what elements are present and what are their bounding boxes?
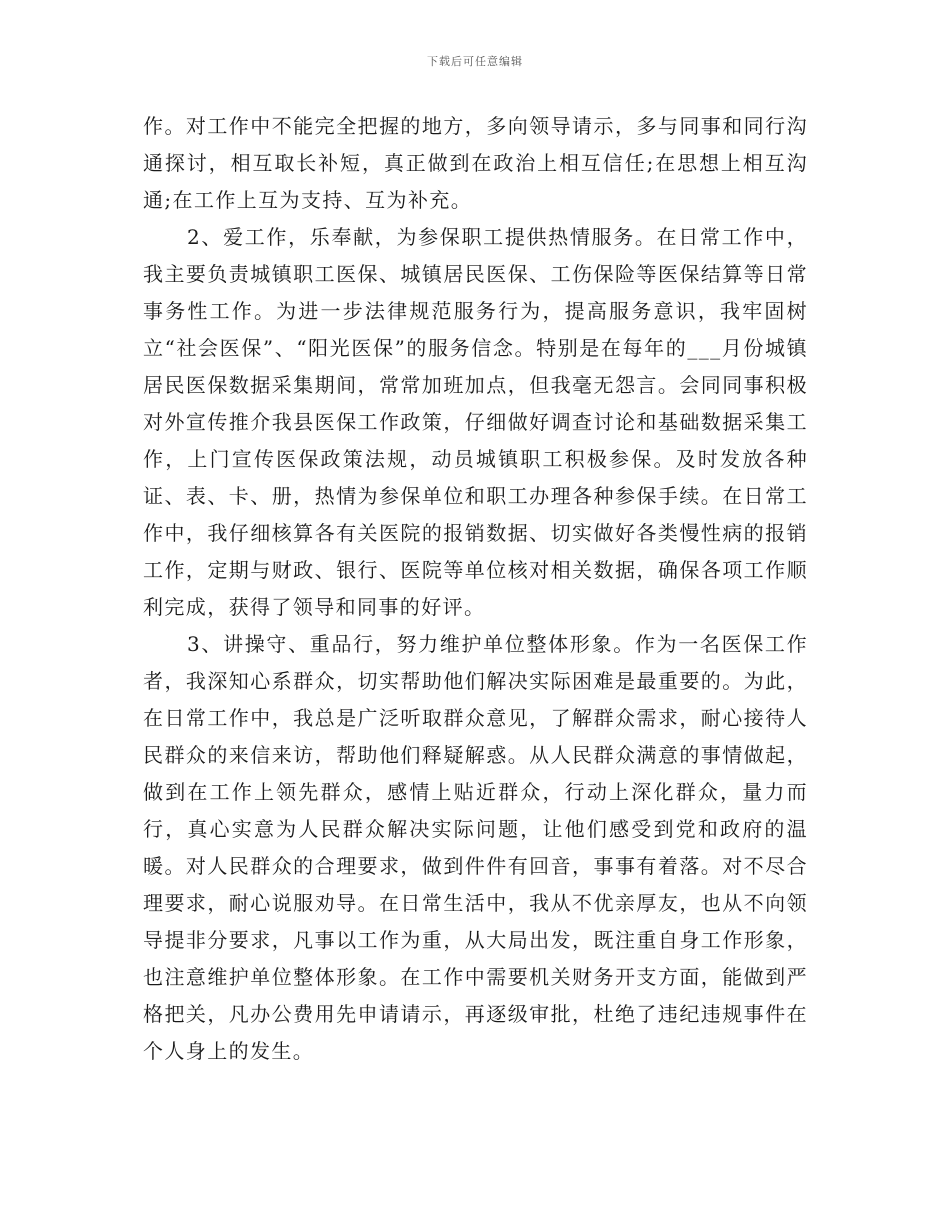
page-header-note: 下载后可任意编辑 [427, 55, 523, 68]
paragraph-continuation: 作。对工作中不能完全把握的地方，多向领导请示，多与同事和同行沟通探讨，相互取长补短，真正做到在政治上相互信任;在思想上相互沟通;在工作上互为支持、互为补充。 [143, 114, 808, 212]
paragraph-item-3: 3、讲操守、重品行，努力维护单位整体形象。作为一名医保工作者，我深知心系群众，切实帮助他们解决实际困难是最重要的。为此，在日常工作中，我总是广泛听取群众意见，了解群众需求，耐心接待人民群众的来信来访，帮助他们释疑解惑。从人民群众满意的事情做起，做到在工作上领先群众，感情上贴近群众，行动上深化群众，量力而行，真心实意为人民群众解决实际问题，让他们感受到党和政府的温暖。对人民群众的合理要求，做到件件有回音，事事有着落。对不尽合理要求，耐心说服劝导。在日常生活中，我从不优亲厚友，也从不向领导提非分要求，凡事以工作为重，从大局出发，既注重自身工作形象，也注意维护单位整体形象。在工作中需要机关财务开支方面，能做到严格把关，凡办公费用先申请请示，再逐级审批，杜绝了违纪违规事件在个人身上的发生。 [143, 632, 808, 1063]
document-body [143, 108, 808, 1070]
paragraph-item-2: 2、爱工作，乐奉献，为参保职工提供热情服务。在日常工作中，我主要负责城镇职工医保、城镇居民医保、工伤保险等医保结算等日常事务性工作。为进一步法律规范服务行为，提高服务意识，我牢固树立“社会医保”、“阳光医保”的服务信念。特别是在每年的___月份城镇居民医保数据采集期间，常常加班加点，但我毫无怨言。会同同事积极对外宣传推介我县医保工作政策，仔细做好调查讨论和基础数据采集工作，上门宣传医保政策法规，动员城镇职工积极参保。及时发放各种证、表、卡、册，热情为参保单位和职工办理各种参保手续。在日常工作中，我仔细核算各有关医院的报销数据、切实做好各类慢性病的报销工作，定期与财政、银行、医院等单位核对相关数据，确保各项工作顺利完成，获得了领导和同事的好评。 [143, 225, 808, 619]
